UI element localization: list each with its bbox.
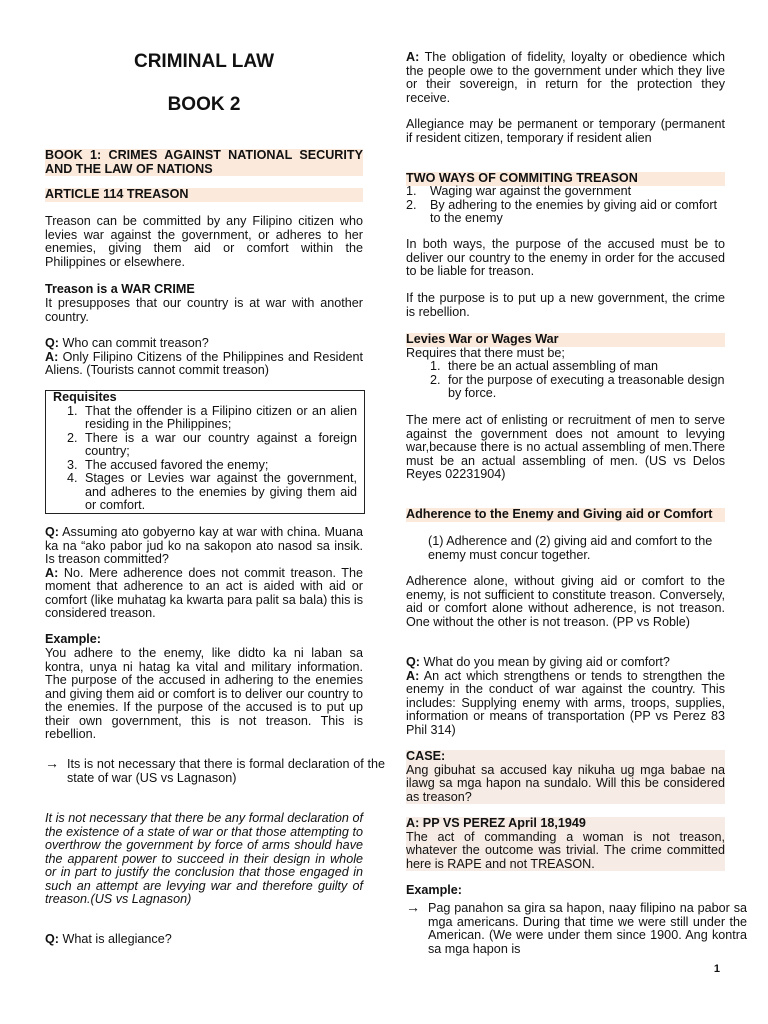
question-text: What do you mean by giving aid or comfort? [420,655,670,669]
list-item: 4. Stages or Levies war against the government, and adheres to the enemies by giving them aid or comfort. [67,471,357,512]
book-heading: BOOK 1: CRIMES AGAINST NATIONAL SECURITY AND THE LAW OF NATIONS [45,148,363,176]
question-label: Q: [45,525,59,539]
question-text: Assuming ato gobyerno kay at war with china. Muana ka na “ako pabor jud ko na sakopon ato nasod sa insik. Is treason committed? [45,525,363,566]
qa-who-can-commit [45,337,363,378]
arrow-icon: → [45,755,59,771]
enlisting-text: The mere act of enlisting or recruitment of men to serve against the government does not amount to levying war,because there is no actual assembling of men.There must be an actual assembling of men. (US vs Delos Reyes 02231904) [406,413,725,481]
arrow-bullet [45,755,385,785]
document-subtitle: BOOK 2 [167,94,241,115]
answer-text: An act which strengthens or tends to strengthen the enemy in the conduct of war against the country. This includes: Supplying enemy with arms, troops, supplies, information or means of transportation (PP vs Perez 83 Phil 314) [406,668,725,737]
allegiance-kinds: Allegiance may be permanent or temporary (permanent if resident citizen, temporary if resident alien [406,117,725,145]
case-answer-heading: A: PP VS PEREZ April 18,1949 [406,816,586,830]
requisites-box [45,390,365,514]
requisites-title: Requisites [53,390,117,404]
question-label: Q: [45,336,59,350]
list-item: 3. The accused favored the enemy; [67,457,269,472]
both-ways-text: In both ways, the purpose of the accused must be to deliver our country to the enemy in order for the accused to be liable for treason. [406,237,725,278]
right-column [406,0,747,956]
list-item: 1. That the offender is a Filipino citizen or an alien residing in the Philippines; [67,403,357,431]
arrow-bullet-text: Pag panahon sa gira sa hapon, naay filipino na pabor sa mga americans. During that time we were still under the American. (We were under them since 1900. Ang kontra sa mga hapon is [428,901,747,956]
list-item: 1. Waging war against the government [406,184,632,198]
question-label: Q: [406,655,420,669]
example-heading-right: Example: [406,883,462,897]
case-heading: CASE: [406,749,446,763]
adherence-concur: (1) Adherence and (2) giving aid and comfort to the enemy must concur together. [428,534,713,562]
levies-list [406,360,725,401]
case-text: Ang gibuhat sa accused kay nikuha ug mga babae na ilawg sa mga hapon na sundalo. Will this be considered as treason? [406,762,725,804]
page-number: 1 [713,963,720,975]
levies-heading: Levies War or Wages War [406,333,725,347]
answer-label: A: [406,668,420,683]
example-heading: Example: [45,632,101,646]
qa-aid-comfort [406,656,725,737]
list-item: 2. By adhering to the enemies by giving aid or comfort to the enemy [406,197,718,225]
document-title: CRIMINAL LAW [133,51,275,72]
new-government-text: If the purpose is to put up a new government, the crime is rebellion. [406,291,725,319]
list-item: 1. there be an actual assembling of man [430,359,659,373]
allegiance-answer: A: The obligation of fidelity, loyalty or obedience which the people owe to the government under which they live or their sovereign, in return for the protection they receive. [406,50,725,105]
levies-intro: Requires that there must be; [406,346,565,360]
arrow-bullet-text: Its is not necessary that there is formal declaration of the state of war (US vs Lagnason) [67,757,385,785]
case-box [406,750,725,804]
article-heading: ARTICLE 114 TREASON [45,188,363,202]
case-answer-text: The act of commanding a woman is not treason, whatever the outcome was trivial. The crime committed here is RAPE and not TREASON. [406,829,725,871]
adherence-heading: Adherence to the Enemy and Giving aid or Comfort [406,508,725,522]
two-ways-heading: TWO WAYS OF COMMITING TREASON [406,172,725,186]
question-allegiance: Q: What is allegiance? [45,932,172,946]
qa-assuming-war [45,526,363,621]
adherence-alone: Adherence alone, without giving aid or comfort to the enemy, is not sufficient to constitute treason. Conversely, aid or comfort alone without adherence, is not treason. One without the other is not treason. (PP vs Roble) [406,574,725,629]
arrow-icon: → [406,899,420,915]
list-item: 2. for the purpose of executing a treasonable design by force. [430,372,725,400]
arrow-bullet-right [406,899,747,956]
treason-definition: Treason can be committed by any Filipino citizen who levies war against the government, or adheres to her enemies, giving them aid or comfort within the Philippines or elsewhere. [45,214,363,269]
answer-label: A: [45,349,59,364]
case-answer-box [406,817,725,871]
two-ways-list [406,185,725,226]
example-text: You adhere to the enemy, like didto ka ni laban sa kontra, unya ni hatag ka vital and military information. The purpose of the accused in adhering to the enemies and giving them aid or comfort is to deliver our country to the enemies. If the purpose of the accused is to put up their own government, this is not treason. This is rebellion. [45,646,363,741]
answer-text: Only Filipino Citizens of the Philippines and Resident Aliens. (Tourists cannot commit treason) [45,349,363,377]
answer-label: A: [45,565,59,580]
question-text: Who can commit treason? [59,336,209,350]
lagnason-quote: It is not necessary that there be any formal declaration of the existence of a state of war or that those attempting to overthrow the government by force of arms should have the apparent power to succeed in their design in whole or in part to justify the conclusion that those engaged in such an attempt are levying war and therefore guilty of treason.(US vs Lagnason) [45,811,363,906]
war-crime-heading: Treason is a WAR CRIME [45,282,195,296]
war-crime-text: It presupposes that our country is at war with another country. [45,296,363,324]
answer-text: No. Mere adherence does not commit treason. The moment that adherence to an act is aided with aid or comfort (like muhatag ka kwarta para palit sa bala) this is considered treason. [45,565,363,620]
list-item: 2. There is a war our country against a foreign country; [67,430,357,458]
left-column [45,0,385,946]
requisites-list [43,405,357,513]
